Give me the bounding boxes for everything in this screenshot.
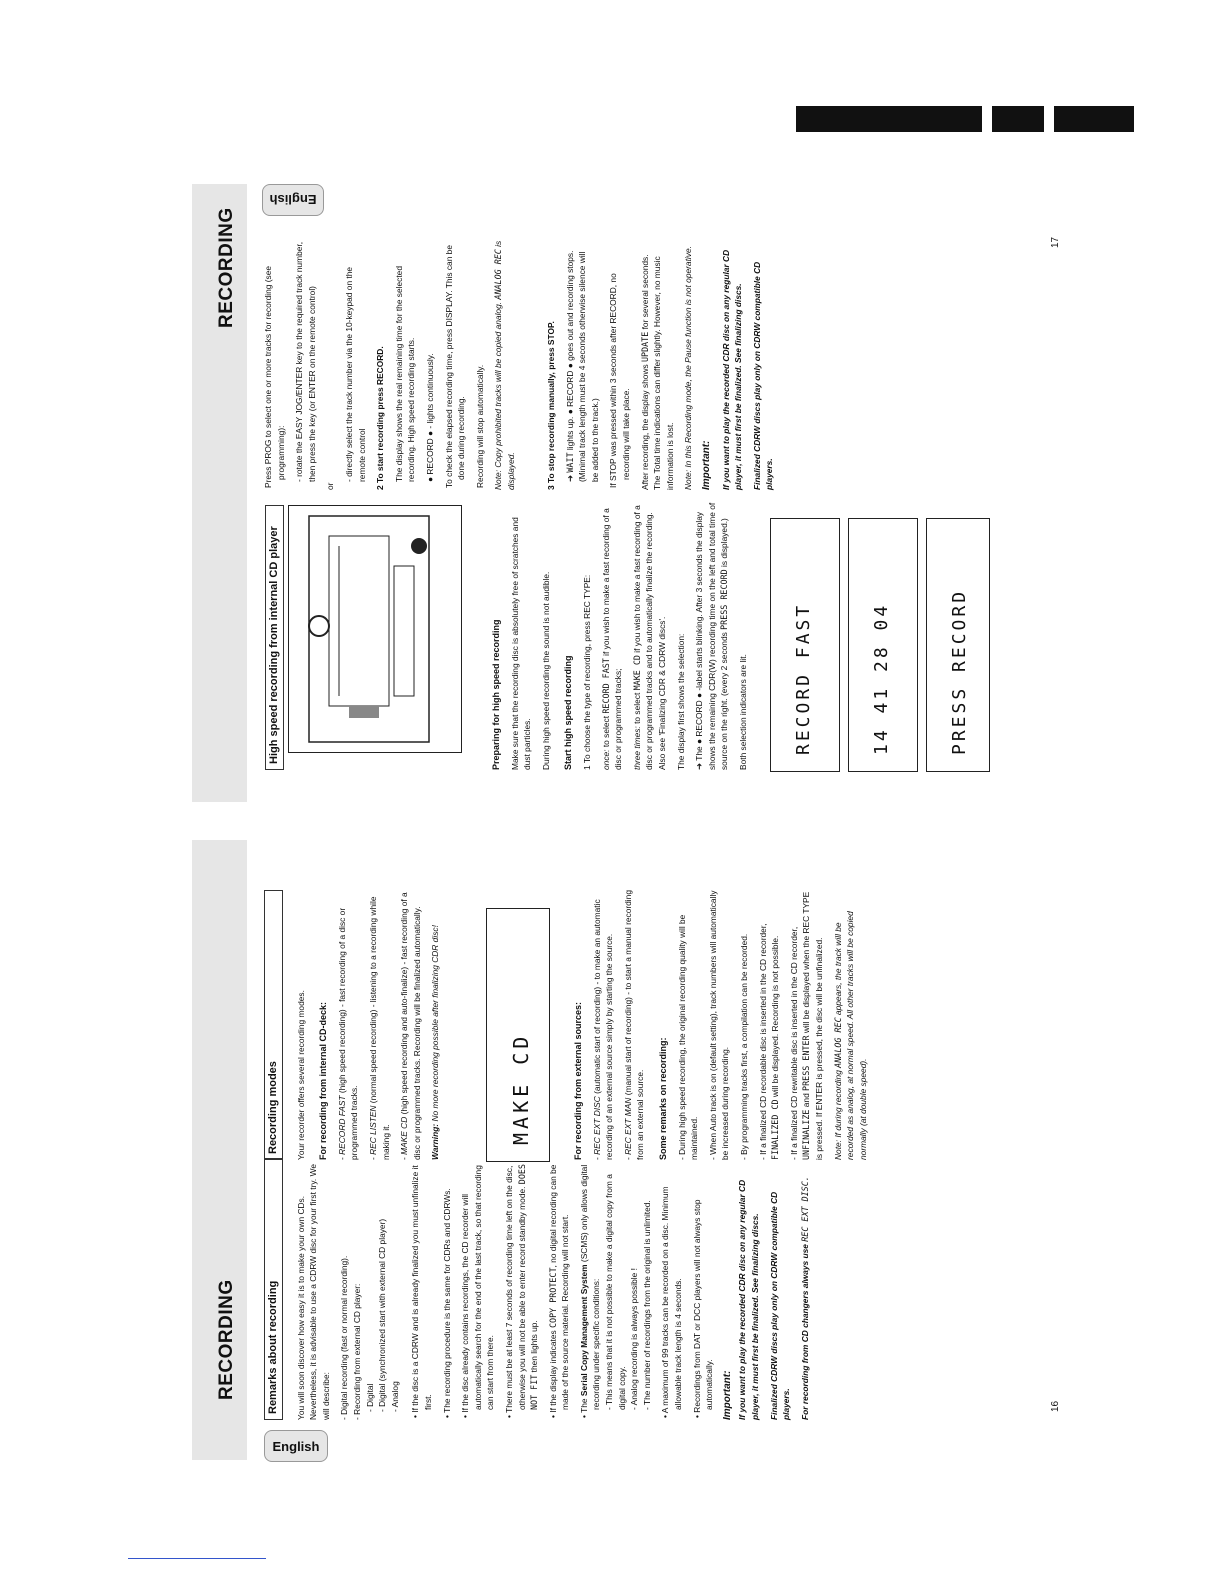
mode-record-fast: - RECORD FAST (high speed recording) - fast recording of a disc or programmed tracks. <box>336 907 360 1160</box>
left-col1 <box>264 1158 824 1420</box>
bullet-99-text: A maximum of 99 tracks can be recorded on a disc. Minimum allowable track length is 4 seconds. <box>660 1186 684 1414</box>
step2-arrow: The display shows the real remaining time for the selected recording. High speed recording starts. <box>393 266 417 482</box>
modes-title: Recording modes <box>264 890 283 1160</box>
warning-text: No more recording possible after finalizing CDR disc! <box>430 925 441 1122</box>
modes-intro: Your recorder offers several recording modes. <box>295 990 306 1160</box>
three-lcd: MAKE CD <box>631 655 642 691</box>
prep-p2: During high speed recording the sound is not audible. <box>540 571 551 770</box>
prep-heading: Preparing for high speed recording <box>491 619 501 770</box>
cd-recorder-illustration <box>288 505 462 753</box>
bullet-7sec-lcd: DOES NOT FIT <box>516 1164 540 1410</box>
once-pre: to select <box>600 715 611 748</box>
bullet-copy-lcd: COPY PROTECT <box>547 1267 558 1328</box>
external-heading: For recording from external sources: <box>573 1001 583 1160</box>
left-page-title: RECORDING <box>216 1279 237 1400</box>
display-time <box>848 518 918 772</box>
remark5-lcd2: PRESS ENTER <box>801 1035 812 1091</box>
mode2-name: REC LISTEN <box>367 1105 378 1155</box>
mode1-name: RECORD FAST <box>336 1095 347 1155</box>
bullet-99: • A maximum of 99 tracks can be recorded on a disc. Minimum allowable track length is 4 seconds. <box>660 1186 684 1418</box>
prog-sub2: - directly select the track number via the 10-keypad on the remote control <box>343 266 367 482</box>
bullet-dat-text: Recordings from DAT or DCC players will not always stop automatically. <box>691 1199 715 1413</box>
bullet-same: • The recording procedure is the same for CDRs and CDRWs. <box>441 1188 452 1418</box>
bullet-copy-protect: • If the display indicates COPY PROTECT, no digital recording can be made of the source material. Recording will not start. <box>547 1164 571 1418</box>
header-block-1 <box>796 106 982 132</box>
bullet-scms: • The Serial Copy Management System (SCMS) only allows digital recording under specific conditions: - This means that it is not possible to make a digital copy from a digital copy. - Analog recording is always possible ! - The number of recordings from the original is unlimited. <box>578 1164 652 1418</box>
left-important-text: If you want to play the recorded CDR disc on any regular CD player, it must first be finalized. See finalizing discs. <box>737 1179 760 1420</box>
mode2-text: (normal speed recording) - listening to a recording while making it. <box>367 896 391 1160</box>
remarks-list-4: - Digital (synchronized start with external CD player) <box>377 1218 388 1412</box>
display-time-text: 14 41 28 04 <box>871 602 892 755</box>
mode3-name: MAKE CD <box>399 1116 410 1155</box>
ext2-name: REC EXT MAN <box>622 1097 633 1155</box>
right-language-label: English <box>269 192 317 208</box>
mode1-text: (high speed recording) - fast recording of a disc or programmed tracks. <box>336 907 360 1160</box>
prep-p1: Make sure that the recording disc is absolutely free of scratches and dust particles. <box>509 517 533 770</box>
after-post: for several seconds. The Total time indications can differ slightly. However, no music information is lost. <box>639 254 675 490</box>
remark-3: - By programming tracks first, a compilation can be recorded. <box>738 933 749 1160</box>
changer-lcd: REC EXT DISC. <box>799 1176 810 1242</box>
right-important-title: Important: <box>700 440 712 490</box>
ext-disc: - REC EXT DISC (automatic start of recording) - to make an automatic recording of an external source simply by starting the source. <box>591 899 615 1160</box>
step2-record: ● RECORD ● - lights continuously. <box>424 353 435 482</box>
right-language-tab <box>262 184 324 216</box>
once-label: once: <box>600 749 611 770</box>
remark5-mid: and <box>801 1093 812 1108</box>
remark5-lcd1: UNFINALIZE <box>801 1109 812 1160</box>
copy-note-lcd: ANALOG REC <box>493 249 504 300</box>
warning <box>429 890 442 1160</box>
remark5-post: will be displayed when the REC TYPE is pressed. If ENTER is pressed, the disc will be unfinalized. <box>801 891 824 1160</box>
footer-rule <box>128 1558 266 1559</box>
right-col2-part2 <box>545 240 835 490</box>
left-col2-part2 <box>562 890 902 1160</box>
mode3-text: (high speed recording and auto-finalize) - fast recording of a disc or programmed tracks. Recording will be finalized automatically. <box>399 892 422 1160</box>
remark-5 <box>788 890 826 1160</box>
remark5-pre: - If a finalized CD rewritable disc is inserted in the CD recorder, <box>788 926 799 1160</box>
remarks-list-2: - Recording from external CD player: <box>351 1283 362 1420</box>
step3: 3 To stop recording manually, press STOP. <box>546 321 556 490</box>
remark4-post: will be displayed. Recording is not possible. <box>770 935 781 1098</box>
bullet-copy-pre: If the display indicates <box>547 1330 558 1413</box>
scms-pre: The <box>578 1398 589 1413</box>
step3-arrow: ➜ WAIT lights up. ● RECORD ● goes out and recording stops. (Minimal track length must be 4 seconds otherwise silence will be added to the track.) <box>564 250 600 482</box>
step1-indicators: Both selection indicators are lit. <box>737 654 748 770</box>
bullet-search: • If the disc already contains recordings, the CD recorder will automatically search for the end of the last track, so that recording can start from there. <box>460 1165 496 1418</box>
prog-bullet: Press PROG to select one or more tracks for recording (see programming): <box>263 265 286 488</box>
analog-note-post: appears, the track will be recorded as analog, at normal speed. All other tracks will be copied normally (at double speed). <box>832 911 868 1160</box>
elapsed-bullet: To check the elapsed recording time, press DISPLAY. This can be done during recording. <box>443 244 467 488</box>
scms-s2: - Analog recording is always possible ! <box>629 1268 640 1410</box>
left-changer-note <box>799 1158 812 1420</box>
ext1-text: (automatic start of recording) - to make an automatic recording of an external source simply by starting the source. <box>591 899 615 1160</box>
high-speed-title: High speed recording from internal CD player <box>265 505 284 770</box>
remark-2: - When Auto track is on (default setting), track numbers will automatically be increased during recording. <box>707 890 731 1160</box>
left-language-tab <box>264 1430 328 1462</box>
start-heading: Start high speed recording <box>563 655 574 770</box>
after-pre: After recording, the display shows <box>639 364 650 490</box>
mode-make-cd: - MAKE CD (high speed recording and auto-finalize) - fast recording of a disc or programmed tracks. Recording will be finalized automatically. <box>399 892 422 1160</box>
analog-note <box>832 890 870 1160</box>
scms-bold: Serial Copy Management System <box>578 1264 589 1397</box>
mode-rec-listen: - REC LISTEN (normal speed recording) - listening to a recording while making it. <box>367 896 391 1160</box>
auto-stop-bullet: Recording will stop automatically. <box>474 364 485 488</box>
step1: 1 To choose the type of recording, press REC TYPE: <box>581 574 592 770</box>
display-make-cd-text: MAKE CD <box>509 1032 533 1145</box>
scms-post: (SCMS) only allows digital recording under specific conditions: <box>578 1164 602 1410</box>
remarks-title: Remarks about recording <box>264 1158 283 1420</box>
step1-selection: The display first shows the selection: <box>675 633 686 770</box>
step2: 2 To start recording press RECORD. <box>375 346 386 490</box>
right-page-number: 17 <box>1050 236 1061 248</box>
remark-1: - During high speed recording, the original recording quality will be maintained. <box>676 914 700 1160</box>
analog-note-lcd: ANALOG REC <box>832 1017 843 1068</box>
three-pre: to select <box>631 692 642 724</box>
ext2-text: (manual start of recording) - to start a manual recording from an external source. <box>622 890 646 1160</box>
bullet-7sec-post: then lights up. <box>529 1320 540 1373</box>
ext1-name: REC EXT DISC <box>591 1096 602 1155</box>
remarks-intro: You will soon discover how easy it is to make your own CDs. Nevertheless, it is advisable to use a CDRW disc for your first try. We will describe: <box>295 1164 331 1420</box>
left-cdrw-note: Finalized CDRW discs play only on CDRW compatible CD players. <box>768 1191 792 1420</box>
display-press-record <box>926 518 990 772</box>
arrow-post: is displayed.) <box>719 518 730 568</box>
copy-note-post: is displayed. <box>493 240 516 490</box>
scms-s3: - The number of recordings from the original is unlimited. <box>641 1200 652 1410</box>
changer-pre: For recording from CD changers always use <box>799 1244 810 1420</box>
step1-arrow: ➜ The ● RECORD ● -label starts blinking. After 3 seconds the display shows the remaining CDR(W) recording time on the left and total time of source on the right. (every 2 seconds PRESS RECORD is displayed.) <box>694 502 730 770</box>
copy-note-pre: Note: Copy prohibited tracks will be copied analog. <box>493 301 504 490</box>
right-col1-body <box>480 500 748 770</box>
once-lcd: RECORD FAST <box>600 658 611 714</box>
prog-or: or <box>325 482 336 490</box>
remarks-heading: Some remarks on recording: <box>657 1037 668 1160</box>
arrow-text: The ● RECORD ● -label starts blinking. After 3 seconds the display shows the remaining CDR(W) recording time on the left and total time of source on the right. (every 2 seconds <box>694 502 730 770</box>
three-label: three times: <box>631 726 642 770</box>
step1-once <box>600 500 625 770</box>
stop-bullet: If STOP was pressed within 3 seconds after RECORD, no recording will take place. <box>608 273 631 488</box>
remarks-list-3: - Digital <box>364 1383 375 1412</box>
update-lcd: UPDATE <box>639 331 650 362</box>
once-post: if you wish to make a fast recording of a disc or programmed tracks; <box>600 508 624 770</box>
arrow-lcd: PRESS RECORD <box>719 569 730 630</box>
bullet-same-text: The recording procedure is the same for CDRs and CDRWs. <box>441 1188 452 1413</box>
remarks-list-5: - Analog <box>389 1381 400 1412</box>
bullet-search-text: If the disc already contains recordings, the CD recorder will automatically search for the end of the last track, so that recording can start from there. <box>460 1165 496 1413</box>
display-record-fast-text: RECORD FAST <box>793 602 814 755</box>
warning-label: Warning: <box>430 1123 441 1160</box>
left-language-label: English <box>272 1438 320 1454</box>
remark-4 <box>757 890 782 1160</box>
remark4-pre: - If a finalized CD recordable disc is inserted in the CD recorder, <box>757 923 768 1160</box>
three-post: if you wish to make a fast recording of a disc or programmed tracks and to automatically finalize the recording. Also see 'Finalizing CDR & CDRW discs'. <box>631 505 667 770</box>
wait-lcd: WAIT <box>564 452 575 473</box>
copy-note <box>492 240 517 490</box>
header-block-2 <box>992 106 1044 132</box>
pause-note: Note: In this Recording mode, the Pause function is not operative. <box>683 246 694 490</box>
header-block-3 <box>1054 106 1134 132</box>
bullet-unfinalize-text: If the disc is a CDRW and is already finalized you must unfinalize it first. <box>410 1165 433 1413</box>
display-press-record-text: PRESS RECORD <box>949 588 970 755</box>
ext-man: - REC EXT MAN (manual start of recording) - to start a manual recording from an external source. <box>622 890 646 1160</box>
prog-sub1: - rotate the EASY JOG/ENTER key to the required track number, then press the key (or ENTER on the remote control) <box>294 241 317 482</box>
remark4-lcd: FINALIZED CD <box>770 1099 781 1160</box>
display-make-cd <box>486 908 550 1162</box>
display-record-fast <box>770 518 840 772</box>
bullet-7sec-pre: There must be at least 7 seconds of recording time left on the disc, otherwise you will not be able to enter record standby mode. <box>503 1165 527 1413</box>
bullet-copy-post: , no digital recording can be made of the source material. Recording will not start. <box>547 1164 571 1410</box>
internal-heading: For recording from internal CD-deck: <box>318 1001 329 1160</box>
left-important-title: Important: <box>721 1370 733 1420</box>
remarks-list-1: - Digital recording (fast or normal recording). <box>339 1255 350 1420</box>
step3-arrow-text: lights up. ● RECORD ● goes out and recording stops. (Minimal track length must be 4 seconds otherwise silence will be added to the track.) <box>564 250 600 482</box>
after-recording <box>639 240 677 490</box>
remarks-list <box>338 1158 401 1420</box>
cd-recorder-drawing <box>289 506 461 752</box>
left-page-number: 16 <box>1050 1400 1061 1412</box>
right-important-text: If you want to play the recorded CDR disc on any regular CD player, it must first be finalized. See finalizing discs. <box>720 249 744 490</box>
bullet-unfinalize: • If the disc is a CDRW and is already finalized you must unfinalize it first. <box>410 1165 433 1418</box>
right-col2-part1 <box>262 240 516 490</box>
bullet-7sec: • There must be at least 7 seconds of recording time left on the disc, otherwise you will not be able to enter record standby mode. DOES NOT FIT then lights up. <box>503 1164 540 1418</box>
step1-three <box>631 500 669 770</box>
analog-note-pre: Note: If during recording <box>832 1070 843 1160</box>
bullet-dat: • Recordings from DAT or DCC players will not always stop automatically. <box>691 1199 715 1418</box>
right-page-title: RECORDING <box>216 207 237 328</box>
scms-s1: - This means that it is not possible to make a digital copy from a digital copy. <box>604 1174 627 1410</box>
right-cdrw-note: Finalized CDRW discs play only on CDRW compatible CD players. <box>751 261 775 490</box>
